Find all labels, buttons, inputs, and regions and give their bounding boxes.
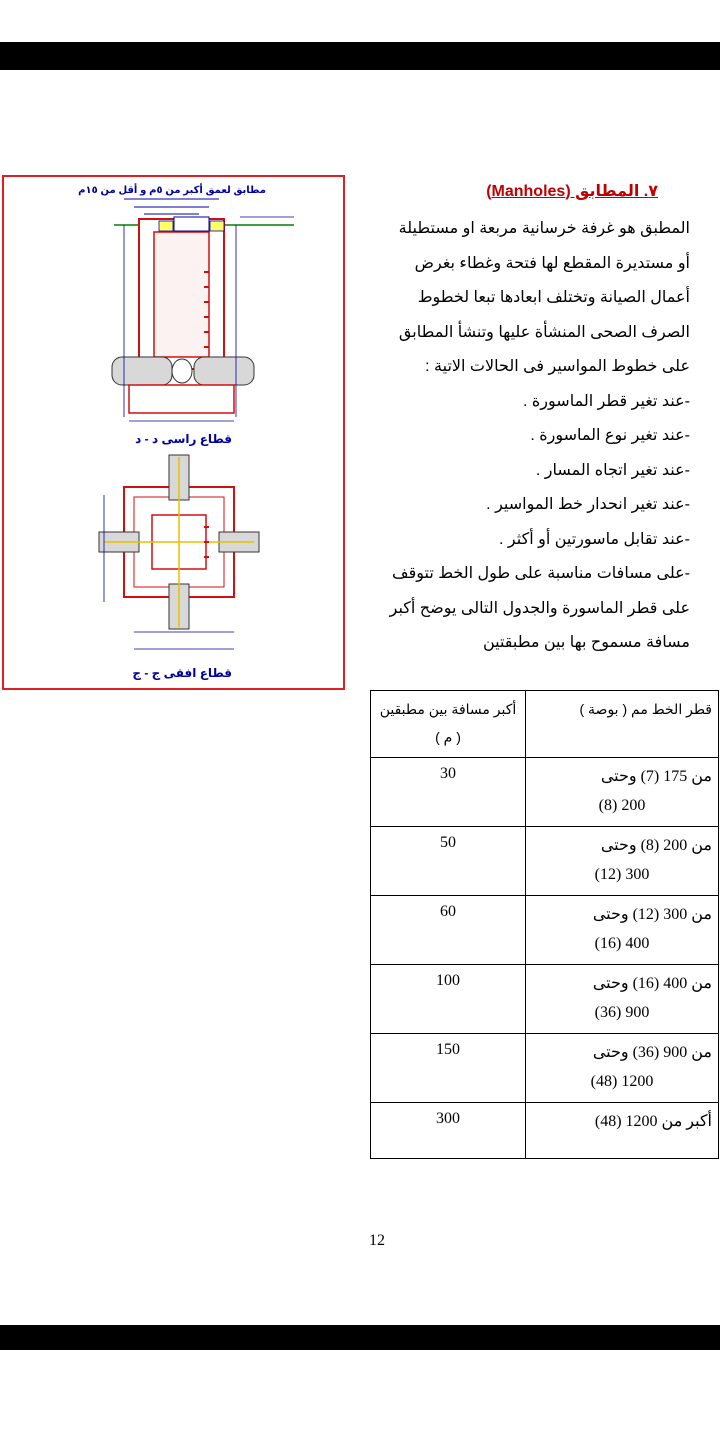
distance-cell: 300 xyxy=(371,1103,526,1159)
closing-line: -على مسافات مناسبة على طول الخط تتوقف xyxy=(392,565,690,582)
intro-line: المطبق هو غرفة خرسانية مربعة او مستطيلة xyxy=(398,220,690,237)
body-text xyxy=(372,212,690,661)
diameter-line2: 400 (16) xyxy=(594,935,650,952)
header-diameter: قطر الخط مم ( بوصة ) xyxy=(526,691,719,758)
table-row xyxy=(371,758,719,827)
horizontal-section xyxy=(99,455,259,649)
distance-cell: 30 xyxy=(371,758,526,827)
vertical-section-caption: قطاع راسى د - د xyxy=(135,432,232,446)
diameter-line1: من 300 (12) وحتى xyxy=(592,906,712,923)
distance-cell: 60 xyxy=(371,896,526,965)
intro-line: أو مستديرة المقطع لها فتحة وغطاء بغرض xyxy=(414,254,690,272)
vertical-section xyxy=(112,217,254,421)
list-item: -عند تغير قطر الماسورة . xyxy=(523,392,690,410)
diameter-line2: 900 (36) xyxy=(594,1004,650,1021)
manhole-spacing-table xyxy=(370,690,719,1159)
closing-line: على قطر الماسورة والجدول التالى يوضح أكبر xyxy=(389,599,690,617)
table-row xyxy=(371,827,719,896)
bottom-black-bar xyxy=(0,1325,720,1350)
list-item: -عند تغير انحدار خط المواسير . xyxy=(486,496,690,513)
list-item: -عند تقابل ماسورتين أو أكثر . xyxy=(499,530,690,548)
diameter-line1: أكبر من 1200 (48) xyxy=(594,1113,712,1130)
diameter-line1: من 200 (8) وحتى xyxy=(600,837,712,854)
distance-cell: 150 xyxy=(371,1034,526,1103)
list-item: -عند تغير نوع الماسورة . xyxy=(530,427,690,444)
diameter-line1: من 900 (36) وحتى xyxy=(592,1044,712,1061)
closing-line: مسافة مسموح بها بين مطبقتين xyxy=(482,634,690,651)
intro-line: على خطوط المواسير فى الحالات الاتية : xyxy=(425,358,690,375)
diameter-line2: 1200 (48) xyxy=(590,1073,654,1090)
manhole-drawing xyxy=(2,175,345,690)
horizontal-section-caption: قطاع افقى ج - ج xyxy=(132,666,232,680)
table-header-row xyxy=(371,691,719,758)
diameter-line2: 300 (12) xyxy=(594,866,650,883)
table-row xyxy=(371,1034,719,1103)
distance-cell: 100 xyxy=(371,965,526,1034)
list-item: -عند تغير اتجاه المسار . xyxy=(535,461,690,479)
section-heading: ٧. المطابق (Manholes) xyxy=(486,183,658,200)
top-black-bar xyxy=(0,42,720,70)
diameter-line1: من 400 (16) وحتى xyxy=(592,975,712,992)
distance-cell: 50 xyxy=(371,827,526,896)
diameter-line1: من 175 (7) وحتى xyxy=(600,768,712,785)
table-row xyxy=(371,896,719,965)
intro-line: الصرف الصحى المنشأة عليها وتنشأ المطابق xyxy=(398,323,690,341)
table-row xyxy=(371,1103,719,1159)
header-max-distance: أكبر مسافة بين مطبقين ( م ) xyxy=(371,691,526,758)
page-number: 12 xyxy=(369,1232,385,1249)
diameter-line2: 200 (8) xyxy=(598,797,646,814)
table-row xyxy=(371,965,719,1034)
intro-line: أعمال الصيانة وتختلف ابعادها تبعا لخطوط xyxy=(417,289,690,306)
drawing-title: مطابق لعمق أكبر من ٥م و أقل من ١٥م xyxy=(78,185,266,196)
conditions-list xyxy=(372,385,690,558)
